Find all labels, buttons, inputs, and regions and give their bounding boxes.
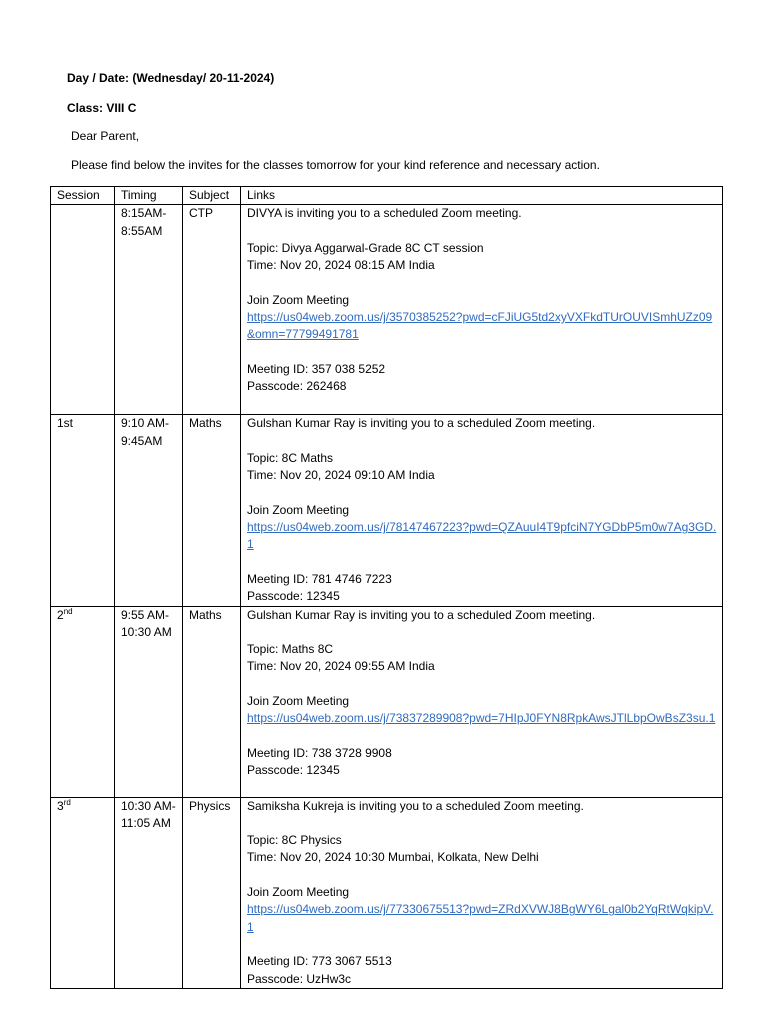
timing-cell: 9:55 AM-10:30 AM	[115, 606, 183, 797]
table-row	[51, 797, 723, 988]
session-suffix: rd	[63, 797, 71, 807]
table-row	[51, 606, 723, 797]
subject-cell: Maths	[183, 415, 241, 606]
invite-text: Gulshan Kumar Ray is inviting you to a scheduled Zoom meeting.	[247, 416, 596, 431]
zoom-link[interactable]: https://us04web.zoom.us/j/77330675513?pwd=ZRdXVWJ8BgWY6Lgal0b2YqRtWqkipV.1	[247, 902, 714, 934]
topic-text: Topic: 8C Maths	[247, 450, 334, 465]
meeting-id-text: Meeting ID: 357 038 5252	[247, 361, 386, 376]
subject-cell: Maths	[183, 606, 241, 797]
time-text: Time: Nov 20, 2024 08:15 AM India	[247, 258, 435, 273]
meeting-id-text: Meeting ID: 773 3067 5513	[247, 954, 392, 969]
links-cell	[241, 606, 723, 797]
topic-text: Topic: Divya Aggarwal-Grade 8C CT session	[247, 240, 484, 255]
session-cell	[51, 606, 115, 797]
class-line: Class: VIII C	[67, 101, 137, 115]
column-header-session: Session	[51, 187, 115, 205]
session-suffix: nd	[63, 606, 73, 616]
session-label: 2	[57, 607, 64, 622]
day-date-line: Day / Date: (Wednesday/ 20-11-2024)	[67, 71, 275, 85]
links-cell	[241, 205, 723, 415]
join-label: Join Zoom Meeting	[247, 292, 350, 307]
session-label: 3	[57, 798, 64, 813]
session-cell	[51, 797, 115, 988]
greeting: Dear Parent,	[71, 129, 140, 143]
links-cell	[241, 415, 723, 606]
time-text: Time: Nov 20, 2024 09:55 AM India	[247, 659, 435, 674]
schedule-table	[50, 186, 723, 989]
session-cell	[51, 205, 115, 415]
timing-cell: 8:15AM-8:55AM	[115, 205, 183, 415]
timing-cell: 9:10 AM-9:45AM	[115, 415, 183, 606]
topic-text: Topic: 8C Physics	[247, 833, 342, 848]
passcode-text: Passcode: UzHw3c	[247, 971, 352, 986]
passcode-text: Passcode: 262468	[247, 379, 347, 394]
session-cell	[51, 415, 115, 606]
invite-text: Samiksha Kukreja is inviting you to a scheduled Zoom meeting.	[247, 798, 584, 813]
column-header-links: Links	[241, 187, 723, 205]
table-row	[51, 205, 723, 415]
zoom-link[interactable]: https://us04web.zoom.us/j/78147467223?pwd=QZAuuI4T9pfciN7YGDbP5m0w7Ag3GD.1	[247, 520, 717, 552]
table-header-row	[51, 187, 723, 205]
zoom-link[interactable]: https://us04web.zoom.us/j/3570385252?pwd=cFJiUG5td2xyVXFkdTUrOUVISmhUZz09&omn=77799491781	[247, 310, 713, 342]
subject-cell: Physics	[183, 797, 241, 988]
column-header-timing: Timing	[115, 187, 183, 205]
time-text: Time: Nov 20, 2024 10:30 Mumbai, Kolkata, New Delhi	[247, 850, 539, 865]
passcode-text: Passcode: 12345	[247, 589, 340, 604]
subject-cell: CTP	[183, 205, 241, 415]
session-label: 1st	[57, 416, 74, 431]
invite-text: DIVYA is inviting you to a scheduled Zoom meeting.	[247, 206, 522, 221]
timing-cell: 10:30 AM-11:05 AM	[115, 797, 183, 988]
links-cell	[241, 797, 723, 988]
intro-text: Please find below the invites for the classes tomorrow for your kind reference and necessary action.	[71, 158, 600, 172]
join-label: Join Zoom Meeting	[247, 502, 350, 517]
invite-text: Gulshan Kumar Ray is inviting you to a scheduled Zoom meeting.	[247, 607, 596, 622]
meeting-id-text: Meeting ID: 781 4746 7223	[247, 571, 392, 586]
meeting-id-text: Meeting ID: 738 3728 9908	[247, 745, 392, 760]
zoom-link[interactable]: https://us04web.zoom.us/j/73837289908?pwd=7HIpJ0FYN8RpkAwsJTlLbpOwBsZ3su.1	[247, 711, 716, 726]
table-row	[51, 415, 723, 606]
topic-text: Topic: Maths 8C	[247, 642, 334, 657]
join-label: Join Zoom Meeting	[247, 694, 350, 709]
join-label: Join Zoom Meeting	[247, 885, 350, 900]
time-text: Time: Nov 20, 2024 09:10 AM India	[247, 468, 435, 483]
passcode-text: Passcode: 12345	[247, 763, 340, 778]
column-header-subject: Subject	[183, 187, 241, 205]
